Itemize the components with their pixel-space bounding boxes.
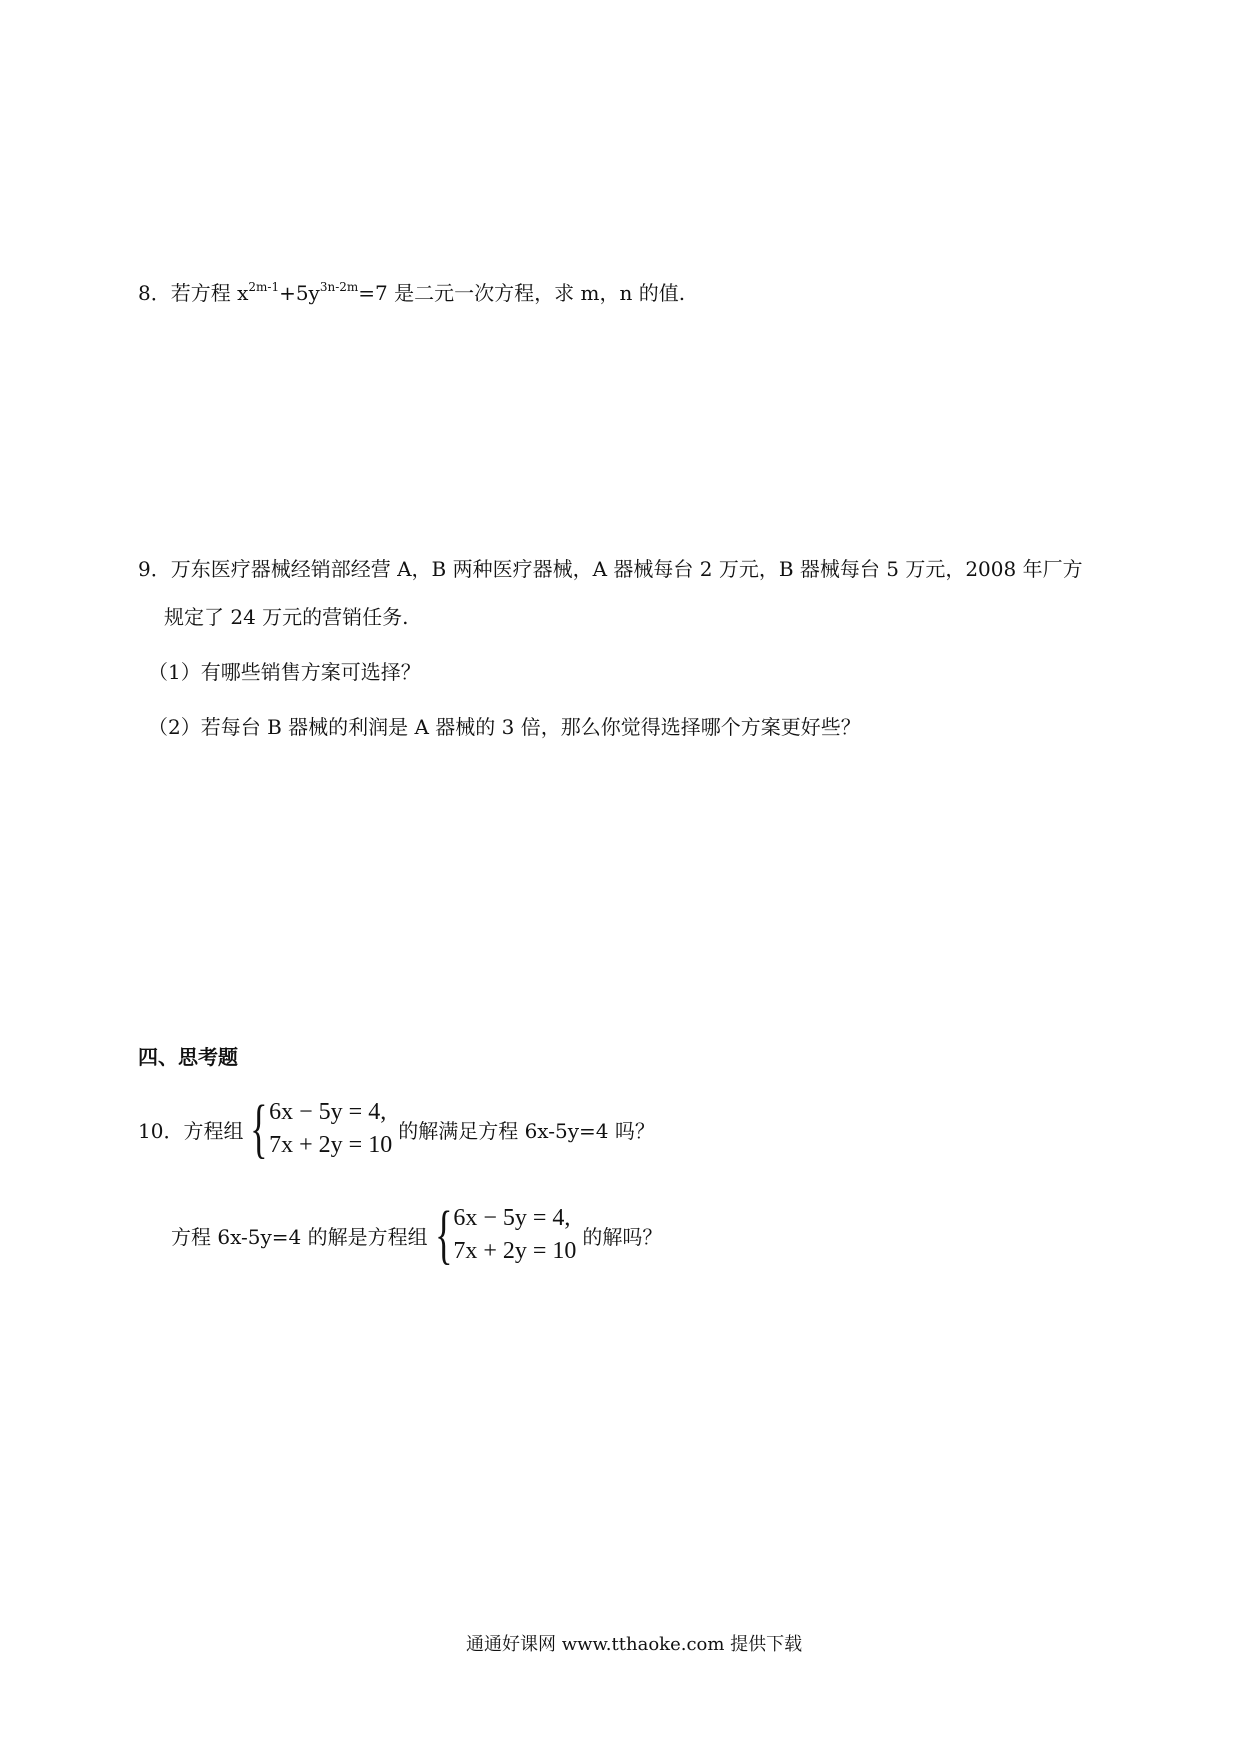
question-10-line-2	[171, 1198, 663, 1271]
footer-text: 通通好课网 www.tthaoke.com 提供下载	[466, 1634, 803, 1655]
question-10-suffix: 的解满足方程 6x-5y=4 吗？	[398, 1118, 655, 1143]
question-9-line-1: 9．万东医疗器械经销部经营 A，B 两种医疗器械，A 器械每台 2 万元，B 器械每台 5 万元，2008 年厂方	[138, 557, 1083, 581]
equation-1: 6x − 5y = 4,	[453, 1205, 571, 1231]
question-8-number: 8．	[138, 281, 171, 305]
question-8-suffix: =7 是二元一次方程，求 m，n 的值.	[358, 281, 686, 305]
equation-2: 7x + 2y = 10	[453, 1238, 577, 1264]
brace-icon: {	[434, 1198, 453, 1271]
question-10-line-1	[138, 1092, 655, 1165]
question-8-middle: +5y	[279, 281, 320, 305]
brace-icon: {	[250, 1092, 269, 1165]
question-10-line-2-suffix: 的解吗？	[582, 1224, 663, 1249]
question-9-line-2: 规定了 24 万元的营销任务.	[164, 605, 409, 629]
question-10-prefix: 10．方程组	[138, 1118, 244, 1143]
equation-system-2	[428, 1198, 577, 1271]
question-9-sub-1: （1）有哪些销售方案可选择？	[148, 660, 421, 684]
question-10-line-2-prefix: 方程 6x-5y=4 的解是方程组	[171, 1224, 428, 1249]
question-9-sub-2: （2）若每台 B 器械的利润是 A 器械的 3 倍，那么你觉得选择哪个方案更好些？	[148, 715, 861, 739]
equation-1: 6x − 5y = 4,	[269, 1099, 387, 1125]
exponent-2: 3n-2m	[319, 280, 359, 294]
question-8-prefix: 若方程 x	[170, 281, 249, 305]
exponent-1: 2m-1	[248, 280, 280, 294]
equation-2: 7x + 2y = 10	[269, 1132, 393, 1158]
question-8	[138, 277, 685, 306]
section-title: 四、思考题	[138, 1045, 238, 1069]
equation-system-1	[243, 1092, 393, 1165]
